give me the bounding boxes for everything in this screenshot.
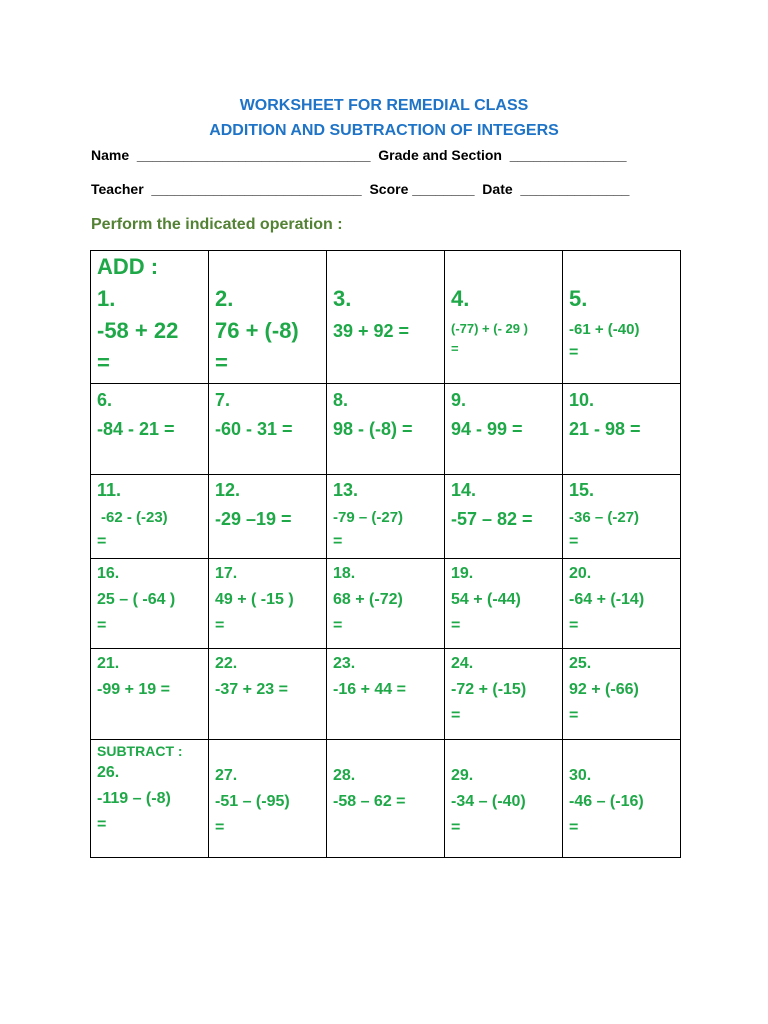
problem-expression: 94 - 99 = [451, 419, 523, 439]
problem-expression: -84 - 21 = [97, 419, 175, 439]
problem-equals: = [333, 617, 343, 634]
problem-expression: -37 + 23 = [215, 681, 288, 698]
problem-cell-14 [445, 475, 563, 559]
table-row [91, 559, 681, 649]
name-grade-section-line: Name ______________________________ Grade and Section _______________ [91, 147, 627, 163]
problem-equals: = [569, 533, 579, 550]
problem-number: 5. [569, 286, 588, 311]
problem-cell-4 [445, 251, 563, 384]
problem-equals: = [333, 533, 343, 550]
problem-cell-30 [563, 740, 681, 858]
problem-number: 17. [215, 565, 238, 582]
problem-cell-13 [327, 475, 445, 559]
problem-cell-5 [563, 251, 681, 384]
problem-equals: = [569, 819, 579, 836]
problem-cell-18 [327, 559, 445, 649]
problem-cell-15 [563, 475, 681, 559]
problem-expression: 98 - (-8) = [333, 419, 413, 439]
problem-expression: -61 + (-40) [569, 321, 640, 338]
problem-number: 13. [333, 480, 359, 500]
problem-expression: -60 - 31 = [215, 419, 293, 439]
problem-number: 1. [97, 286, 116, 311]
problem-cell-16 [91, 559, 209, 649]
problem-expression: (-77) + (- 29 ) [451, 321, 528, 336]
problem-expression: -34 – (-40) [451, 793, 526, 810]
problem-cell-8 [327, 384, 445, 475]
add-label: ADD : [97, 254, 159, 279]
problem-cell-22 [209, 649, 327, 740]
problem-number: 3. [333, 286, 352, 311]
problem-equals: = [97, 533, 107, 550]
problem-expression: -119 – (-8) [97, 790, 171, 807]
problem-expression: -64 + (-14) [569, 591, 645, 608]
problem-number: 20. [569, 565, 592, 582]
problem-number: 23. [333, 655, 356, 672]
problem-equals: = [451, 341, 459, 356]
problem-number: 7. [215, 390, 231, 410]
problem-number: 14. [451, 480, 477, 500]
problem-cell-27 [209, 740, 327, 858]
problem-cell-6 [91, 384, 209, 475]
problem-equals: = [451, 707, 461, 724]
problem-table [90, 250, 681, 858]
problem-equals: = [569, 344, 579, 361]
problem-equals: = [97, 350, 110, 375]
problem-cell-28 [327, 740, 445, 858]
problem-cell-7 [209, 384, 327, 475]
problem-expression: -36 – (-27) [569, 509, 640, 526]
problem-cell-17 [209, 559, 327, 649]
problem-expression: -51 – (-95) [215, 793, 290, 810]
problem-number: 25. [569, 655, 592, 672]
problem-expression: -62 - (-23) [101, 509, 168, 526]
problem-equals: = [451, 617, 461, 634]
problem-cell-20 [563, 559, 681, 649]
problem-number: 18. [333, 565, 356, 582]
problem-cell-26 [91, 740, 209, 858]
problem-number: 28. [333, 767, 356, 784]
problem-number: 16. [97, 565, 120, 582]
problem-expression: 25 – ( -64 ) [97, 591, 176, 608]
table-row [91, 649, 681, 740]
problem-expression: 68 + (-72) [333, 591, 403, 608]
problem-expression: -58 + 22 [97, 318, 179, 343]
problem-cell-25 [563, 649, 681, 740]
problem-expression: -58 – 62 = [333, 793, 406, 810]
problem-cell-12 [209, 475, 327, 559]
problem-expression: -16 + 44 = [333, 681, 406, 698]
problem-number: 19. [451, 565, 474, 582]
problem-cell-1 [91, 251, 209, 384]
problem-cell-9 [445, 384, 563, 475]
problem-number: 4. [451, 286, 470, 311]
problem-number: 15. [569, 480, 595, 500]
problem-expression: 92 + (-66) [569, 681, 639, 698]
problem-equals: = [97, 816, 107, 833]
problem-cell-23 [327, 649, 445, 740]
problem-number: 11. [97, 480, 122, 500]
problem-cell-24 [445, 649, 563, 740]
problem-expression: -57 – 82 = [451, 509, 533, 529]
problem-number: 12. [215, 480, 241, 500]
table-row [91, 384, 681, 475]
problem-number: 9. [451, 390, 467, 410]
problem-expression: -46 – (-16) [569, 793, 644, 810]
worksheet-title: WORKSHEET FOR REMEDIAL CLASS [239, 97, 529, 114]
problem-number: 8. [333, 390, 349, 410]
problem-cell-10 [563, 384, 681, 475]
problem-expression: 39 + 92 = [333, 321, 410, 341]
problem-number: 21. [97, 655, 120, 672]
problem-expression: -99 + 19 = [97, 681, 170, 698]
problem-number: 24. [451, 655, 474, 672]
problem-number: 22. [215, 655, 238, 672]
table-row [91, 251, 681, 384]
problem-expression: -29 –19 = [215, 509, 292, 529]
problem-equals: = [97, 617, 107, 634]
problem-number: 29. [451, 767, 474, 784]
problem-number: 30. [569, 767, 592, 784]
worksheet-subtitle: ADDITION AND SUBTRACTION OF INTEGERS [209, 122, 559, 139]
subtract-label: SUBTRACT : [97, 743, 183, 759]
problem-number: 26. [97, 764, 120, 781]
problem-equals: = [451, 819, 461, 836]
problem-equals: = [215, 819, 225, 836]
instruction-text: Perform the indicated operation : [91, 216, 343, 233]
problem-expression: 76 + (-8) [215, 318, 299, 343]
problem-cell-3 [327, 251, 445, 384]
problem-expression: -72 + (-15) [451, 681, 527, 698]
problem-equals: = [569, 707, 579, 724]
problem-number: 27. [215, 767, 238, 784]
problem-cell-11 [91, 475, 209, 559]
problem-equals: = [569, 617, 579, 634]
problem-cell-2 [209, 251, 327, 384]
problem-number: 10. [569, 390, 595, 410]
problem-cell-19 [445, 559, 563, 649]
problem-number: 6. [97, 390, 113, 410]
problem-number: 2. [215, 286, 234, 311]
problem-expression: -79 – (-27) [333, 509, 404, 526]
problem-cell-29 [445, 740, 563, 858]
problem-equals: = [215, 617, 225, 634]
table-row [91, 740, 681, 858]
problem-expression: 21 - 98 = [569, 419, 641, 439]
problem-equals: = [215, 350, 228, 375]
problem-expression: 54 + (-44) [451, 591, 521, 608]
problem-expression: 49 + ( -15 ) [215, 591, 294, 608]
table-row [91, 475, 681, 559]
problem-cell-21 [91, 649, 209, 740]
teacher-score-date-line: Teacher ___________________________ Score ________ Date ______________ [91, 181, 630, 197]
